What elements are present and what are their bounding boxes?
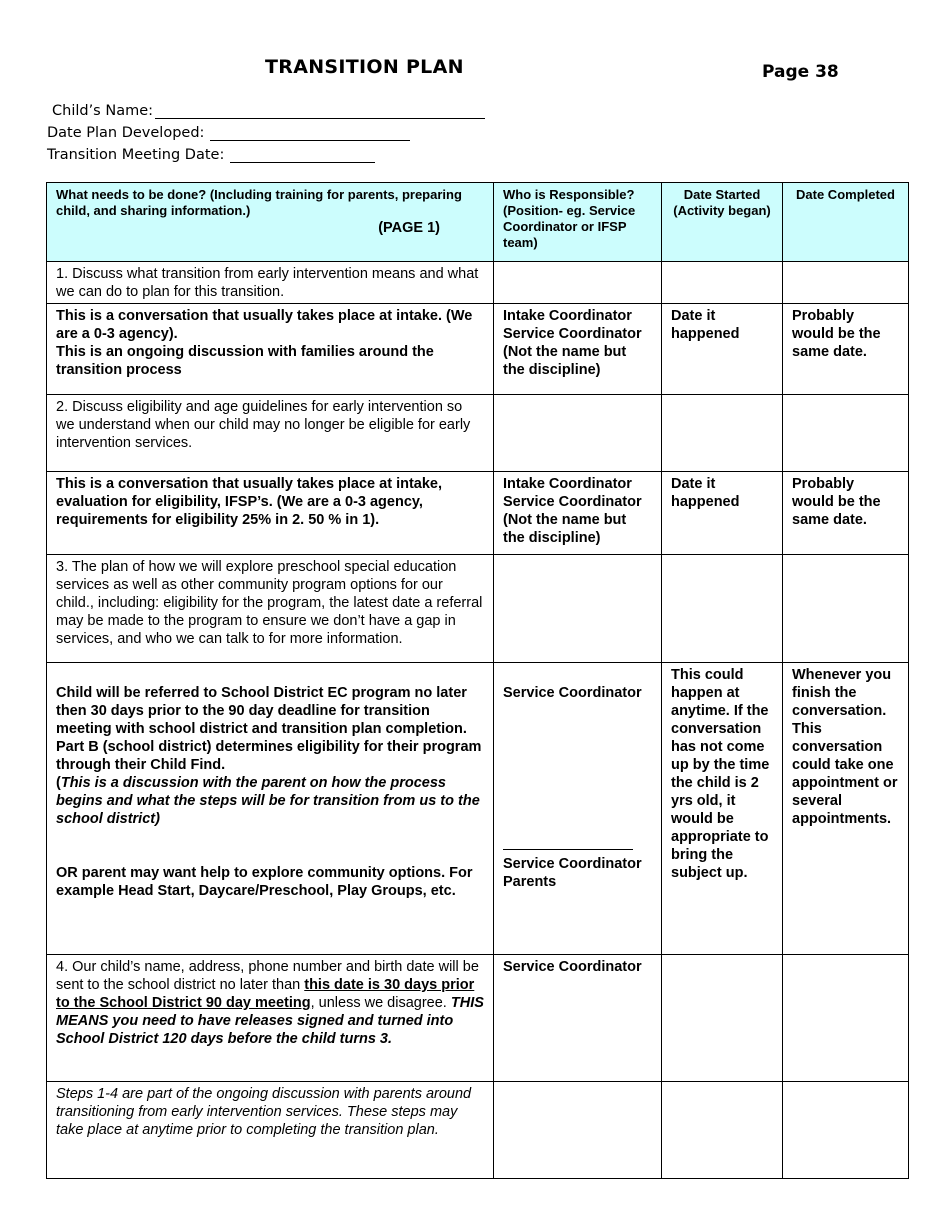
table-header-row xyxy=(47,183,909,262)
row5-who-cell[interactable] xyxy=(494,1082,662,1179)
table-row xyxy=(47,472,909,555)
row3-who-cell[interactable] xyxy=(494,555,662,663)
row3-started-cell[interactable] xyxy=(662,555,783,663)
row4-started-cell[interactable] xyxy=(662,955,783,1082)
row3-note-who: Service Coordinator Service Coordinator Parents xyxy=(494,663,662,955)
row1-note-started: Date it happened xyxy=(662,304,783,395)
table-row xyxy=(47,262,909,304)
child-name-field xyxy=(52,103,485,119)
page-note: (PAGE 1) xyxy=(378,220,440,236)
row3-note-completed: Whenever you finish the conversation. This conversation could take one appointment or several appointments. xyxy=(783,663,909,955)
header-what: What needs to be done? (Including training for parents, preparing child, and sharing information.) (PAGE 1) xyxy=(47,183,494,262)
row1-what: 1. Discuss what transition from early intervention means and what we can do to plan for this transition. xyxy=(47,262,494,304)
row1-note-completed: Probably would be the same date. xyxy=(783,304,909,395)
table-row xyxy=(47,955,909,1082)
meeting-date-input[interactable] xyxy=(230,148,375,163)
row5-started-cell[interactable] xyxy=(662,1082,783,1179)
row1-started-cell[interactable] xyxy=(662,262,783,304)
row1-note: This is a conversation that usually takes place at intake. (We are a 0-3 agency). This is an ongoing discussion with families around the transition process xyxy=(47,304,494,395)
transition-plan-table xyxy=(46,182,909,1179)
table-row xyxy=(47,555,909,663)
row4-what: 4. Our child’s name, address, phone number and birth date will be sent to the school district no later than this date is 30 days prior to the School District 90 day meeting, unless we disagree. THIS MEANS you need to have releases signed and turned into School District 120 days before the child turns 3. xyxy=(47,955,494,1082)
row2-note-who: Intake Coordinator Service Coordinator (Not the name but the discipline) xyxy=(494,472,662,555)
row3-note: Child will be referred to School District EC program no later then 30 days prior to the 90 day deadline for transition meeting with school district and transition plan completion. Part B (school district) determines eligibility for their program through their Child Find. (This is a discussion with the parent on how the process begins and what the steps will be for transition from us to the school district) OR parent may want help to explore community options. For example Head Start, Daycare/Preschool, Play Groups, etc. xyxy=(47,663,494,955)
header-started: Date Started (Activity began) xyxy=(662,183,783,262)
row2-what: 2. Discuss eligibility and age guidelines for early intervention so we understand when our child may no longer be eligible for early intervention services. xyxy=(47,395,494,472)
row1-note-who: Intake Coordinator Service Coordinator (Not the name but the discipline) xyxy=(494,304,662,395)
row2-who-cell[interactable] xyxy=(494,395,662,472)
row2-started-cell[interactable] xyxy=(662,395,783,472)
table-row xyxy=(47,395,909,472)
date-plan-input[interactable] xyxy=(210,126,410,141)
child-name-label: Child’s Name: xyxy=(52,103,154,119)
row1-who-cell[interactable] xyxy=(494,262,662,304)
row2-completed-cell[interactable] xyxy=(783,395,909,472)
date-plan-label: Date Plan Developed: xyxy=(47,125,205,141)
row5-note: Steps 1-4 are part of the ongoing discussion with parents around transitioning from early intervention services. These steps may take place at anytime prior to completing the transition plan. xyxy=(47,1082,494,1179)
row3-note-started: This could happen at anytime. If the conversation has not come up by the time the child is 2 yrs old, it would be appropriate to bring the subject up. xyxy=(662,663,783,955)
row5-completed-cell[interactable] xyxy=(783,1082,909,1179)
row2-note-completed: Probably would be the same date. xyxy=(783,472,909,555)
page-title: TRANSITION PLAN xyxy=(265,56,464,78)
meeting-date-field xyxy=(47,147,375,163)
row3-what: 3. The plan of how we will explore preschool special education services as well as other community program options for our child., including: eligibility for the program, the latest date a referral may be made to the program to ensure we don’t have a gap in services, and who we can talk to for more information. xyxy=(47,555,494,663)
date-plan-field xyxy=(47,125,410,141)
meeting-date-label: Transition Meeting Date: xyxy=(47,147,225,163)
row3-completed-cell[interactable] xyxy=(783,555,909,663)
row1-completed-cell[interactable] xyxy=(783,262,909,304)
row2-note: This is a conversation that usually takes place at intake, evaluation for eligibility, IFSP’s. (We are a 0-3 agency, requirements for eligibility 25% in 2. 50 % in 1). xyxy=(47,472,494,555)
table-row xyxy=(47,1082,909,1179)
row4-completed-cell[interactable] xyxy=(783,955,909,1082)
header-who: Who is Responsible? (Position- eg. Service Coordinator or IFSP team) xyxy=(494,183,662,262)
page-number: Page 38 xyxy=(762,62,839,82)
child-name-input[interactable] xyxy=(155,104,485,119)
header-completed: Date Completed xyxy=(783,183,909,262)
table-row xyxy=(47,663,909,955)
table-row xyxy=(47,304,909,395)
row2-note-started: Date it happened xyxy=(662,472,783,555)
row4-who: Service Coordinator xyxy=(494,955,662,1082)
divider-line xyxy=(503,841,633,850)
